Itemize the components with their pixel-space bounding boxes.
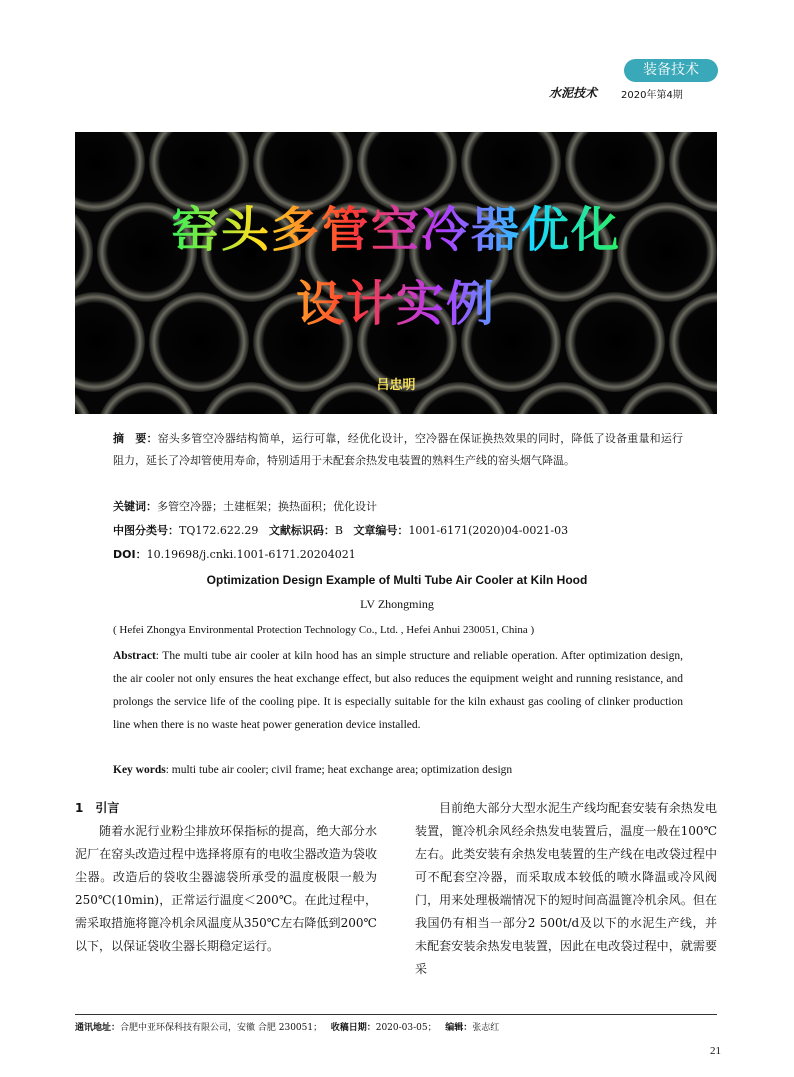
keywords-cn-text: 多管空冷器；土建框架；换热面积；优化设计 bbox=[157, 500, 377, 513]
doi-line bbox=[113, 546, 356, 562]
abstract-cn-text: 窑头多管空冷器结构简单，运行可靠，经优化设计，空冷器在保证换热效果的同时，降低了设备重量和运行阻力，延长了冷却管使用寿命，特别适用于未配套余热发电装置的熟料生产线的窑头烟气降温。 bbox=[113, 432, 684, 467]
english-title: Optimization Design Example of Multi Tube Air Cooler at Kiln Hood bbox=[206, 573, 588, 587]
title-line-2: 设计实例 bbox=[75, 274, 717, 334]
title-line-1: 窑头多管空冷器优化 bbox=[75, 200, 717, 260]
english-keywords bbox=[113, 764, 512, 776]
section-heading: 1 引言 bbox=[75, 801, 120, 815]
doc-code-label: 文献标识码： bbox=[268, 524, 335, 537]
clc-label: 中图分类号： bbox=[113, 524, 179, 537]
english-abstract-text: : The multi tube air cooler at kiln hood has an simple structure and reliable operation. After optimization design, the air cooler not only ensures the heat exchange effect, but also reduces the equipment weight and running resistance, and prolongs the service life of the cooling pipe. It is especially suitable for the kiln exhaust gas cooling of clinker production line when there is no waste heat power generation device installed. bbox=[113, 650, 683, 731]
journal-name: 水泥技术 bbox=[549, 86, 598, 100]
abstract-cn bbox=[113, 428, 683, 472]
page-number: 21 bbox=[710, 1045, 721, 1057]
body-column-right bbox=[415, 797, 717, 981]
classification-line bbox=[113, 522, 568, 538]
editor-label: 编辑： bbox=[445, 1023, 473, 1033]
article-no-value: 1001-6171(2020)04-0021-03 bbox=[408, 524, 569, 537]
keywords-cn bbox=[113, 498, 377, 514]
pipe-background-image bbox=[75, 132, 717, 414]
english-keywords-label: Key words bbox=[113, 764, 166, 776]
doi-label: DOI： bbox=[113, 548, 147, 561]
english-author: LV Zhongming bbox=[360, 597, 434, 611]
body-paragraph-1: 随着水泥行业粉尘排放环保指标的提高，绝大部分水泥厂在窑头改造过程中选择将原有的电收尘器改造为袋收尘器。改造后的袋收尘器滤袋所承受的温度极限一般为250℃(10min)，正常运行温度＜200℃。在此过程中，需采取措施将篦冷机余风温度从350℃左右降低到200℃以下，以保证袋收尘器长期稳定运行。 bbox=[75, 824, 377, 953]
author-name-cn: 吕忠明 bbox=[376, 378, 416, 393]
received-date: 2020-03-05； bbox=[375, 1023, 437, 1033]
issue-label: 2020年第4期 bbox=[621, 90, 683, 101]
footnote-rule bbox=[75, 1014, 717, 1015]
body-column-left bbox=[75, 797, 377, 958]
english-keywords-text: : multi tube air cooler; civil frame; heat exchange area; optimization design bbox=[165, 764, 513, 776]
title-banner bbox=[75, 132, 717, 414]
doc-code-value: B bbox=[334, 524, 343, 537]
footnote bbox=[75, 1020, 499, 1033]
english-affiliation: ( Hefei Zhongya Environmental Protection Technology Co., Ltd. , Hefei Anhui 230051, China ) bbox=[113, 624, 535, 636]
address-label: 通讯地址： bbox=[75, 1023, 121, 1033]
address-text: 合肥中亚环保科技有限公司，安徽 合肥 230051； bbox=[120, 1023, 323, 1033]
article-no-label: 文章编号： bbox=[353, 524, 409, 537]
editor-name: 张志红 bbox=[472, 1023, 500, 1033]
doi-value: 10.19698/j.cnki.1001-6171.20204021 bbox=[146, 548, 356, 561]
body-paragraph-2: 目前绝大部分大型水泥生产线均配套安装有余热发电装置，篦冷机余风经余热发电装置后，温度一般在100℃左右。此类安装有余热发电装置的生产线在电改袋过程中可不配套空冷器，而采取成本较低的喷水降温或冷风阀门，用来处理极端情况下的短时间高温篦冷机余风。但在我国仍有相当一部分2 500t/d及以下的水泥生产线，并未配套安装余热发电装置，因此在电改袋过程中，就需要采 bbox=[415, 801, 717, 976]
english-abstract-label: Abstract bbox=[113, 650, 156, 662]
received-label: 收稿日期： bbox=[330, 1023, 376, 1033]
keywords-cn-label: 关键词： bbox=[113, 500, 157, 513]
english-abstract bbox=[113, 645, 683, 737]
abstract-cn-label: 摘 要： bbox=[113, 432, 158, 445]
clc-value: TQ172.622.29 bbox=[179, 524, 259, 537]
section-badge: 装备技术 bbox=[624, 59, 718, 82]
